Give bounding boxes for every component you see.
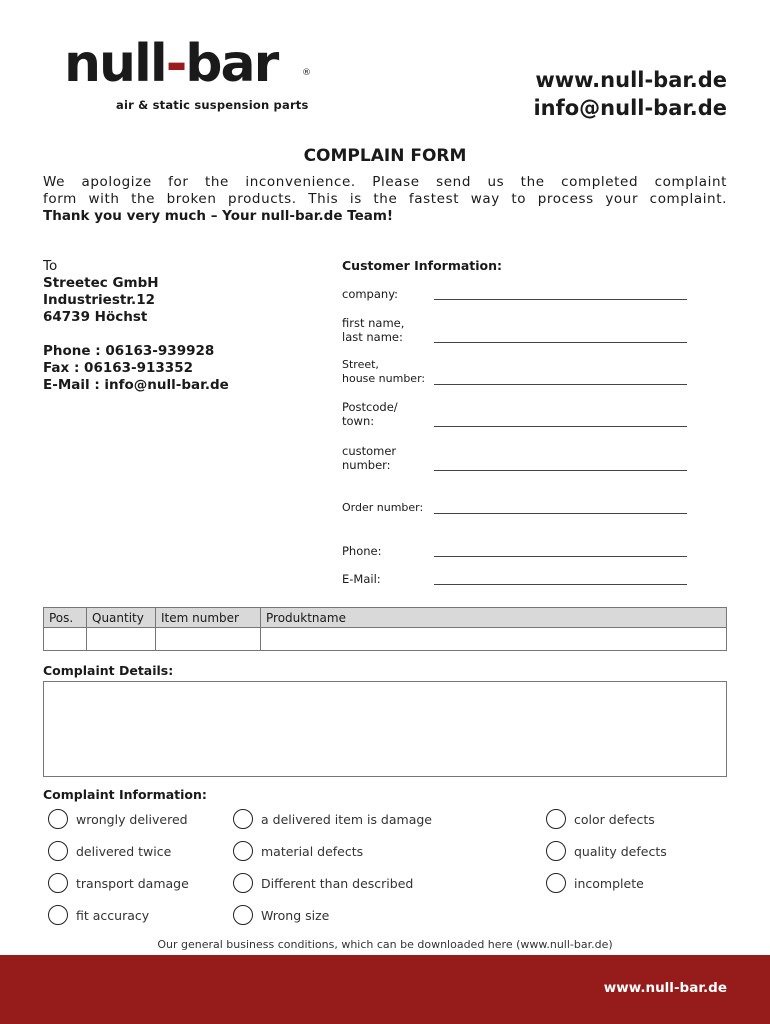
name-field: [342, 316, 687, 344]
intro-text: [43, 174, 727, 225]
complaint-details-label: Complaint Details:: [43, 663, 174, 678]
table-row: [44, 628, 727, 651]
radio-circle[interactable]: [233, 809, 253, 829]
option-color-defects[interactable]: color defects: [546, 809, 655, 829]
col-item-number: Item number: [156, 608, 261, 628]
postcode-input-line[interactable]: [434, 426, 687, 427]
logo-wordmark: null-bar: [64, 34, 278, 94]
radio-circle[interactable]: [233, 841, 253, 861]
col-pos: Pos.: [44, 608, 87, 628]
phone-field: [342, 544, 687, 558]
form-title: COMPLAIN FORM: [303, 146, 467, 166]
option-different-than-described[interactable]: Different than described: [233, 873, 413, 893]
radio-circle[interactable]: [546, 809, 566, 829]
phone-label: Phone:: [342, 544, 382, 558]
radio-circle[interactable]: [233, 873, 253, 893]
radio-circle[interactable]: [48, 809, 68, 829]
null-bar-logo: [64, 34, 314, 115]
postcode-field: [342, 400, 687, 428]
option-wrongly-delivered[interactable]: wrongly delivered: [48, 809, 188, 829]
order-number-field: [342, 501, 687, 515]
website-link[interactable]: www.null-bar.de: [535, 68, 727, 92]
customer-number-label: customer number:: [342, 444, 397, 472]
company-input-line[interactable]: [434, 299, 687, 300]
recipient-address: [43, 258, 229, 394]
logo-tagline: air & static suspension parts: [116, 98, 309, 112]
email-field: [342, 572, 687, 586]
street-field: [342, 358, 687, 386]
cell-item-number[interactable]: [156, 628, 261, 651]
option-material-defects[interactable]: material defects: [233, 841, 363, 861]
email-input-line[interactable]: [434, 584, 687, 585]
option-delivered-twice[interactable]: delivered twice: [48, 841, 171, 861]
option-item-damage[interactable]: a delivered item is damage: [233, 809, 432, 829]
footer-website-link[interactable]: www.null-bar.de: [603, 980, 727, 996]
radio-circle[interactable]: [546, 873, 566, 893]
intro-line-1: We apologize for the inconvenience. Please send us the completed complaint: [43, 174, 727, 190]
recipient-phone: Phone : 06163-939928: [43, 343, 215, 359]
radio-circle[interactable]: [48, 873, 68, 893]
customer-info-heading: Customer Information:: [342, 258, 503, 273]
customer-number-field: [342, 444, 687, 472]
footer-bar: [0, 955, 770, 1024]
company-field: [342, 287, 687, 301]
complaint-info-heading: Complaint Information:: [43, 787, 207, 802]
option-incomplete[interactable]: incomplete: [546, 873, 644, 893]
name-label: first name, last name:: [342, 316, 405, 344]
company-label: company:: [342, 287, 399, 301]
postcode-label: Postcode/ town:: [342, 400, 398, 428]
option-transport-damage[interactable]: transport damage: [48, 873, 189, 893]
option-quality-defects[interactable]: quality defects: [546, 841, 667, 861]
option-wrong-size[interactable]: Wrong size: [233, 905, 329, 925]
registered-mark: ®: [302, 68, 311, 78]
recipient-company: Streetec GmbH: [43, 275, 159, 291]
intro-thanks: Thank you very much – Your null-bar.de Team!: [43, 208, 394, 224]
cell-pos[interactable]: [44, 628, 87, 651]
cell-product-name[interactable]: [261, 628, 727, 651]
email-link[interactable]: info@null-bar.de: [533, 96, 727, 120]
customer-number-input-line[interactable]: [434, 470, 687, 471]
option-fit-accuracy[interactable]: fit accuracy: [48, 905, 149, 925]
radio-circle[interactable]: [48, 905, 68, 925]
phone-input-line[interactable]: [434, 556, 687, 557]
recipient-email: E-Mail : info@null-bar.de: [43, 377, 229, 393]
cell-quantity[interactable]: [87, 628, 156, 651]
recipient-city: 64739 Höchst: [43, 309, 148, 325]
contact-header: [533, 66, 727, 122]
col-quantity: Quantity: [87, 608, 156, 628]
recipient-street: Industriestr.12: [43, 292, 155, 308]
email-label: E-Mail:: [342, 572, 381, 586]
name-input-line[interactable]: [434, 342, 687, 343]
products-table: [43, 607, 727, 651]
to-label: To: [43, 258, 58, 274]
complaint-details-textarea[interactable]: [43, 681, 727, 777]
table-header-row: [44, 608, 727, 628]
col-product-name: Produktname: [261, 608, 727, 628]
intro-line-2: form with the broken products. This is the fastest way to process your complaint.: [43, 191, 727, 207]
order-number-label: Order number:: [342, 501, 424, 514]
radio-circle[interactable]: [546, 841, 566, 861]
recipient-fax: Fax : 06163-913352: [43, 360, 193, 376]
street-label: Street, house number:: [342, 358, 426, 385]
business-conditions-note: Our general business conditions, which can be downloaded here (www.null-bar.de): [157, 938, 613, 951]
order-number-input-line[interactable]: [434, 513, 687, 514]
radio-circle[interactable]: [48, 841, 68, 861]
radio-circle[interactable]: [233, 905, 253, 925]
street-input-line[interactable]: [434, 384, 687, 385]
